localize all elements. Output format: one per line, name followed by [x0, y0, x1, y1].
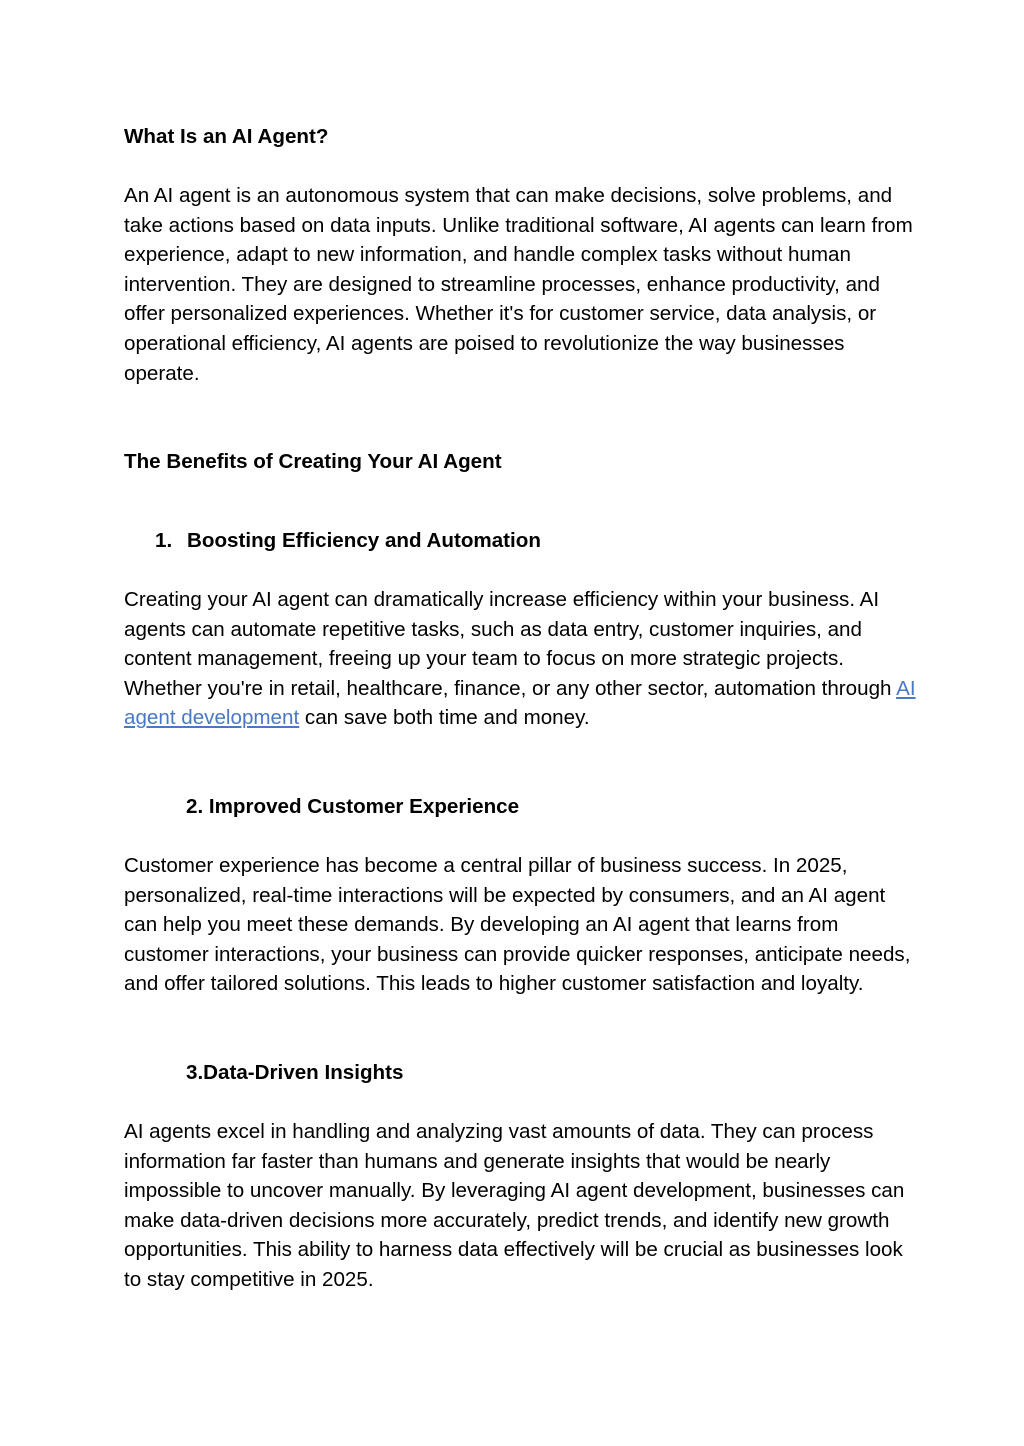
paragraph-improved-customer-experience: Customer experience has become a central pillar of business success. In 2025, personalized, real-time interactions will be expected by consumers, and an AI agent can help you meet these demands. By developing an AI agent that learns from customer interactions, your business can provide quicker responses, anticipate needs, and offer tailored solutions. This leads to higher customer satisfaction and loyalty. — [124, 854, 911, 996]
paragraph-text: Creating your AI agent can dramatically increase efficiency within your business. AI agents can automate repetitive tasks, such as data entry, customer inquiries, and content management, freeing up your team to focus on more strategic projects. Whether you're in retail, healthcare, finance, or any other sector, automation through — [124, 588, 897, 700]
ai-agent-development-link[interactable]: AI agent development — [124, 676, 916, 730]
subheading-boosting-efficiency — [155, 526, 541, 556]
paragraph-boosting-efficiency — [124, 585, 924, 733]
subheading-text: Boosting Efficiency and Automation — [187, 529, 541, 552]
paragraph-what-is-ai-agent: An AI agent is an autonomous system that can make decisions, solve problems, and take actions based on data inputs. Unlike traditional software, AI agents can learn from experience, adapt to new information, and handle complex tasks without human intervention. They are designed to streamline processes, enhance productivity, and offer personalized experiences. Whether it's for customer service, data analysis, or operational efficiency, AI agents are poised to revolutionize the way businesses operate. — [124, 184, 913, 385]
paragraph-data-driven-insights: AI agents excel in handling and analyzing vast amounts of data. They can process information far faster than humans and generate insights that would be nearly impossible to uncover manually. By leveraging AI agent development, businesses can make data-driven decisions more accurately, predict trends, and identify new growth opportunities. This ability to harness data effectively will be crucial as businesses look to stay competitive in 2025. — [124, 1120, 905, 1291]
heading-what-is-ai-agent: What Is an AI Agent? — [124, 125, 329, 148]
paragraph-text: can save both time and money. — [299, 706, 590, 730]
subheading-improved-customer-experience: 2. Improved Customer Experience — [186, 795, 520, 818]
list-number: 1. — [155, 529, 173, 552]
subheading-data-driven-insights: 3.Data-Driven Insights — [186, 1061, 404, 1084]
heading-benefits: The Benefits of Creating Your AI Agent — [124, 450, 502, 473]
